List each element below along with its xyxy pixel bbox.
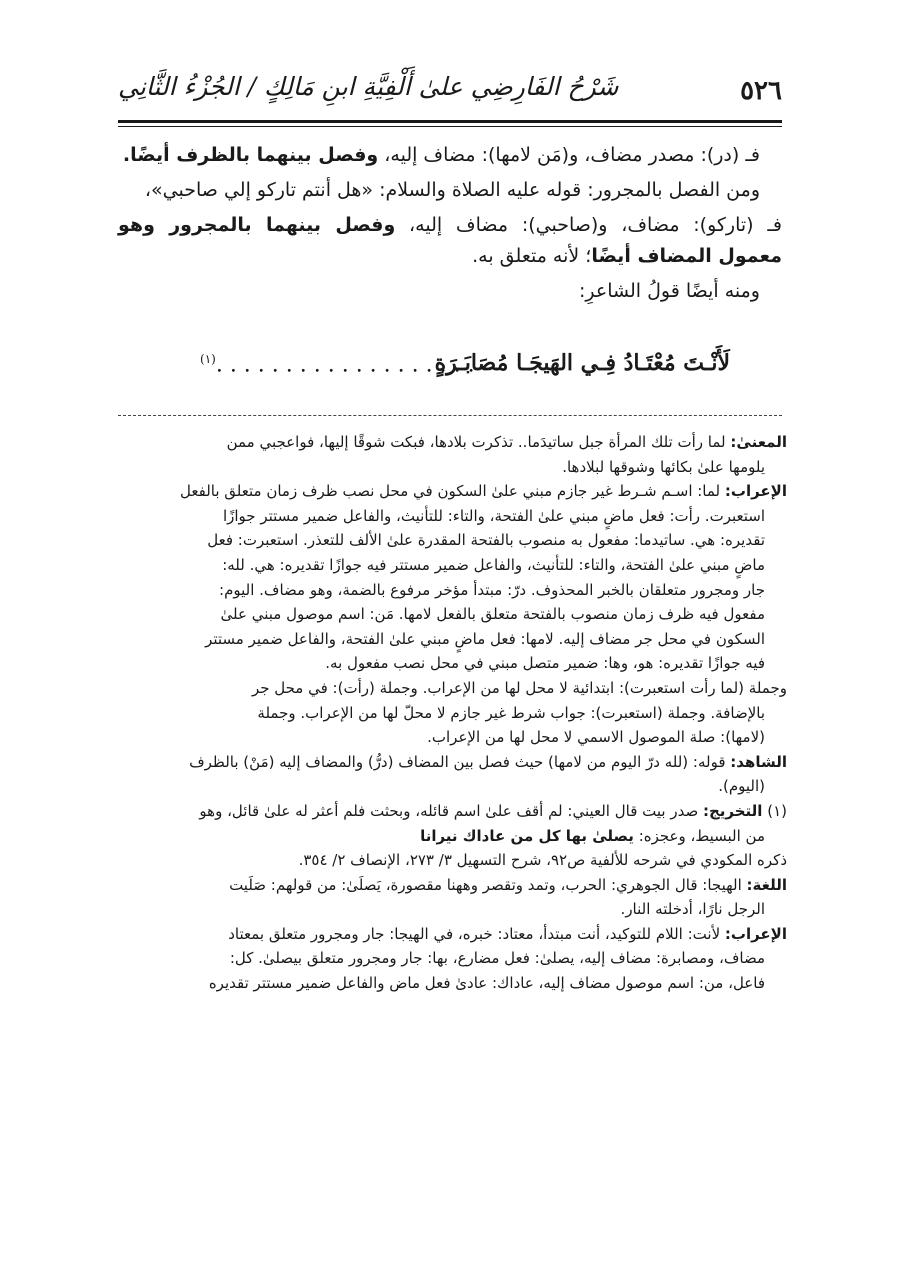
footnote-irab	[113, 479, 787, 676]
verse-dots: . . . . . . . . . . . . . . . . . . .	[215, 352, 475, 378]
shahid-first: قوله: (لله درّ اليوم من لامها) حيث فصل بين المضاف (درُّ) والمضاف إليه (مَنْ) بالظرف	[189, 752, 731, 771]
irab-line-2: ماضٍ مبني علىٰ الفتحة، والتاء: للتأنيث، والفاعل ضمير مستتر فيه جوازًا تقديره: هي. لله:	[222, 555, 765, 574]
irab2-line-0: مضاف، ومصابرة: مضاف إليه، يصلىٰ: فعل مضارع، بها: جار ومجرور متعلق بيصلىٰ. كل:	[229, 949, 765, 968]
p3-bold: وفصل بينهما بالمجرور وهو معمول المضاف أيضًا	[118, 214, 782, 267]
takhrij-cont-text: من البسيط، وعجزه:	[633, 826, 765, 845]
page-header	[118, 62, 782, 122]
p1-text: فـ (در): مصدر مضاف، و(مَن لامها): مضاف إليه،	[378, 144, 760, 166]
takhrij-label: التخريج:	[702, 801, 763, 820]
irab-line-5: السكون في محل جر مضاف إليه. لامها: فعل ماضٍ مبني علىٰ الفتحة، والفاعل ضمير مستتر	[205, 629, 765, 648]
p1-bold: وفصل بينهما بالظرف أيضًا.	[122, 144, 379, 166]
footnote-marker: (١)	[200, 352, 216, 366]
takhrij-refs: ذكره المكودي في شرحه للألفية ص٩٢، شرح التسهيل ٣/ ٢٧٣، الإنصاف ٢/ ٣٥٤.	[298, 851, 787, 870]
paragraph-4: ومنه أيضًا قولُ الشاعرِ:	[579, 280, 760, 302]
header-rule-thin	[118, 126, 782, 127]
p3-tail: ؛ لأنه متعلق به.	[472, 245, 592, 267]
irab-line-4: مفعول فيه ظرف زمان منصوب بالفتحة متعلق بالفعل لامها. مَن: اسم موصول مبني علىٰ	[220, 605, 765, 624]
irab-first: لما: اسـم شـرط غير جازم مبني علىٰ السكون في محل نصب ظرف زمان متعلق بالفعل	[180, 482, 725, 501]
footnote-separator	[118, 415, 782, 416]
irab-line-3: جار ومجرور متعلقان بالخبر المحذوف. درّ: مبتدأ مؤخر مرفوع بالضمة، وهو مضاف. اليوم:	[219, 580, 765, 599]
irab-label: الإعراب:	[724, 482, 787, 501]
meaning-line	[113, 430, 787, 455]
footnote-lugha	[113, 873, 787, 922]
footnote-takhrij	[113, 799, 787, 873]
irab2-line	[113, 922, 787, 947]
jumla-line-0: بالإضافة. وجملة (استعبرت): جواب شرط غير جازم لا محلّ لها من الإعراب. وجملة	[257, 703, 765, 722]
footnotes	[113, 430, 787, 996]
takhrij-num: (١)	[762, 801, 787, 820]
footnote-meaning	[113, 430, 787, 479]
footnote-shahid	[113, 750, 787, 799]
footnote-irab2	[113, 922, 787, 996]
paragraph-3	[118, 210, 782, 272]
lugha-line	[113, 873, 787, 898]
irab2-first: لأنت: اللام للتوكيد، أنت مبتدأ، معتاد: خبره، في الهيجا: جار ومجرور متعلق بمعتاد	[228, 924, 725, 943]
irab-line	[113, 479, 787, 504]
shahid-label: الشاهد:	[730, 752, 787, 771]
irab2-label: الإعراب:	[724, 924, 787, 943]
lugha-label: اللغة:	[746, 875, 787, 894]
page-number: ٥٢٦	[740, 76, 782, 106]
shahid-line	[113, 750, 787, 775]
irab-line-1: تقديره: هي. ساتيدما: مفعول به منصوب بالفتحة المقدرة علىٰ الألف للتعذر. استعبرت: فعل	[207, 531, 765, 550]
poetry-verse	[200, 350, 730, 390]
lugha-first: الهيجا: قال الجوهري: الحرب، وتمد وتقصر وههنا مقصورة، يَصلَىٰ: من قولهم: صَلَيت	[229, 875, 747, 894]
p3-text: فـ (تاركو): مضاف، و(صاحبي): مضاف إليه،	[395, 214, 782, 236]
meaning-label: المعنىٰ:	[730, 433, 787, 451]
irab-line-0: استعبرت. رأت: فعل ماضٍ مبني علىٰ الفتحة، والتاء: للتأنيث، والفاعل ضمير مستتر جوازًا	[222, 506, 765, 525]
lugha-cont: الرجل نارًا، أدخلته النار.	[620, 900, 765, 919]
shahid-cont: (اليوم).	[718, 777, 765, 796]
header-rule-thick	[118, 120, 782, 123]
running-title: شَرْحُ الفَارِضِي علىٰ أَلْفِيَّةِ ابنِ مَالِكٍ / الجُزْءُ الثَّانِي	[118, 72, 619, 101]
meaning-cont: يلومها علىٰ بكائها وشوقها لبلادها.	[562, 457, 765, 476]
jumla-line-1: (لامها): صلة الموصول الاسمي لا محل لها من الإعراب.	[427, 728, 765, 747]
takhrij-line	[113, 799, 787, 824]
irab2-line-1: فاعل، من: اسم موصول مضاف إليه، عاداك: عادىٰ فعل ماض والفاعل ضمير مستتر تقديره	[208, 974, 765, 993]
irab-line-6: فيه جوازًا تقديره: هو، وها: ضمير متصل مبني في محل نصب مفعول به.	[325, 654, 765, 673]
paragraph-1	[118, 140, 782, 171]
jumla-first: وجملة (لما رأت استعبرت): ابتدائية لا محل لها من الإعراب. وجملة (رأت): في محل جر	[251, 678, 787, 697]
takhrij-cont-bold: يصلىٰ بها كل من عاداك نيرانا	[420, 826, 634, 845]
verse-hemistich: لَأَنْـتَ مُعْتَـادُ فِـي الهَيجَـا مُصَابَـرَةٍ	[434, 350, 730, 376]
main-text	[118, 140, 782, 311]
paragraph-2: ومن الفصل بالمجرور: قوله عليه الصلاة والسلام: «هل أنتم تاركو إلي صاحبي»،	[144, 179, 760, 201]
footnote-jumla	[113, 676, 787, 750]
verse-ellipsis	[200, 352, 475, 377]
takhrij-first: صدر بيت قال العيني: لم أقف علىٰ اسم قائله، وبحثت فلم أعثر له علىٰ قائل، وهو	[199, 801, 703, 820]
takhrij-cont	[113, 824, 787, 849]
meaning-text: لما رأت تلك المرأة جبل ساتيدَما.. تذكرت بلادها، فبكت شوقًا إليها، فواعجبي ممن	[226, 433, 731, 451]
